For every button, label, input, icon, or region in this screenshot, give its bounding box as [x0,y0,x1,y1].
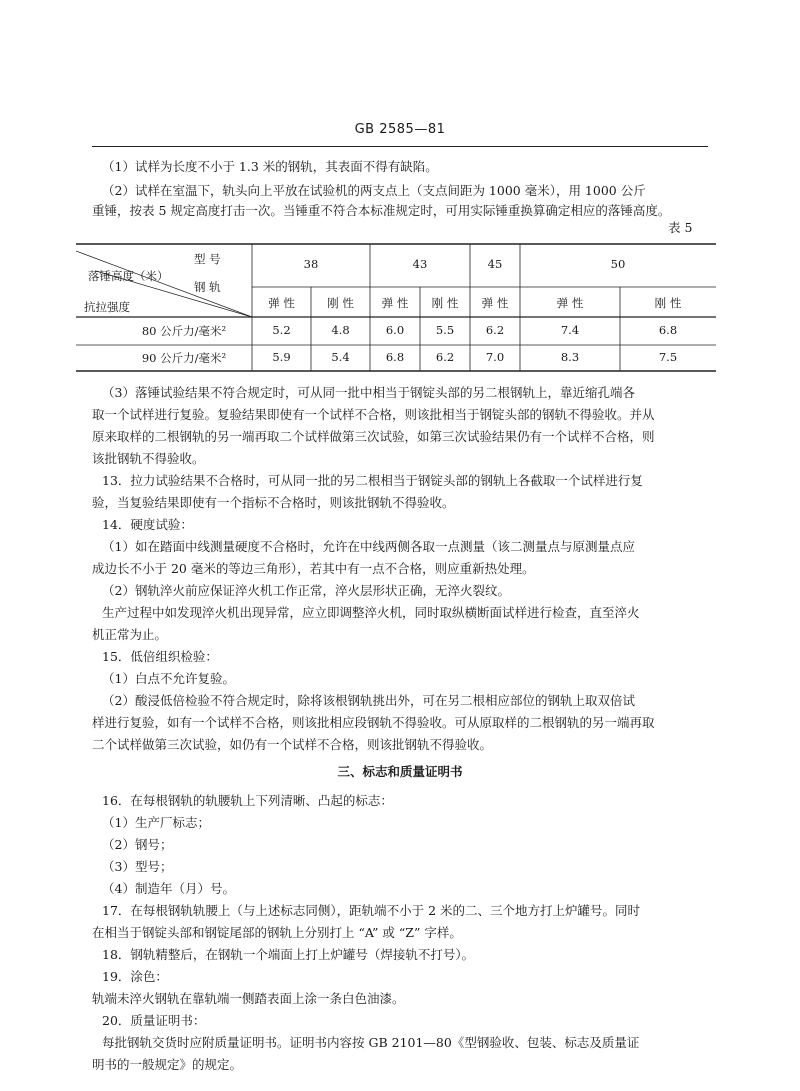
header-rule [92,146,708,147]
table-cell: 8.3 [560,350,580,364]
table-cell: 5.9 [272,350,291,364]
paragraph: 18．钢轨精整后，在钢轨一个端面上打上炉罐号（焊接轨不打号）。 [102,947,475,962]
paragraph: 验，当复验结果即使有一个指标不合格时，则该批钢轨不得验收。 [92,495,455,510]
paragraph: 16．在每根钢轨的轨腰轨上下列清晰、凸起的标志： [102,793,393,808]
table-diag-label-type: 型 号 [194,252,221,266]
table-diag-label-height: 落锤高度（米） [88,269,169,283]
paragraph: 20．质量证明书： [102,1013,206,1028]
paragraph: （1）生产厂标志； [102,815,210,830]
paragraph: 明书的一般规定》的规定。 [92,1057,243,1072]
paragraph: 样进行复验，如有一个试样不合格，则该批相应段钢轨不得验收。可从原取样的二根钢轨的另一端再取 [92,715,655,730]
paragraph: 二个试样做第三次试验，如仍有一个试样不合格，则该批钢轨不得验收。 [92,737,493,752]
table-cell: 5.5 [435,323,455,337]
paragraph: （3）落锤试验结果不符合规定时，可从同一批中相当于钢锭头部的另二根钢轨上，靠近缩孔端各 [102,385,635,400]
paragraph: 每批钢轨交货时应附质量证明书。证明书内容按 GB 2101—80《型钢验收、包装、标志及质量证 [102,1035,640,1050]
paragraph: 14．硬度试验： [102,517,193,532]
table-cell: 6.8 [385,350,405,364]
table-cell: 5.4 [331,350,350,364]
paragraph: 机正常为止。 [92,627,168,642]
table-subheader: 弹 性 [556,296,584,310]
table-cell: 5.2 [272,323,291,337]
paragraph: （2）钢轨淬火前应保证淬火机工作正常，淬火层形状正确，无淬火裂纹。 [102,583,510,598]
paragraph: 成边长不小于 20 毫米的等边三角形），若其中有一点不合格，则应重新热处理。 [92,561,535,576]
paragraph: （4）制造年（月）号。 [102,881,235,896]
table-label: 表 5 [668,220,693,235]
data-table [76,243,716,373]
table-diag-label-rail: 钢 轨 [194,280,221,294]
table-cell: 6.0 [385,323,405,337]
table-row-label: 90 公斤力/毫米² [141,351,227,365]
paragraph: （2）钢号； [102,837,173,852]
section-title: 三、标志和质量证明书 [337,764,463,779]
paragraph: 17．在每根钢轨轨腰上（与上述标志同侧），距轨端不小于 2 米的二、三个地方打上炉罐号。同时 [102,903,641,918]
paragraph: 轨端未淬火钢轨在靠轨端一侧踏表面上涂一条白色油漆。 [92,991,405,1006]
paragraph: （3）型号； [102,859,173,874]
document-header: GB 2585—81 [354,122,446,137]
table-cell: 6.8 [658,323,678,337]
paragraph: （1）如在踏面中线测量硬度不合格时，允许在中线两侧各取一点测量（该二测量点与原测量点应 [102,539,635,554]
paragraph: 重锤，按表 5 规定高度打击一次。当锤重不符合本标准规定时，可用实际锤重换算确定相应的落锤高度。 [92,203,671,218]
paragraph: 19．涂色： [102,969,168,984]
table-cell: 7.5 [658,350,678,364]
table-diag-label-strength: 抗拉强度 [84,300,130,314]
paragraph: 生产过程中如发现淬火机出现异常，应立即调整淬火机，同时取纵横断面试样进行检查，直至淬火 [102,605,640,620]
paragraph: 13．拉力试验结果不合格时，可从同一批的另二根相当于钢锭头部的钢轨上各截取一个试样进行复 [102,473,643,488]
table-subheader: 刚 性 [654,296,682,310]
table-cell: 4.8 [331,323,350,337]
paragraph: 原来取样的二根钢轨的另一端再取二个试样做第三次试验，如第三次试验结果仍有一个试样不合格，则 [92,429,655,444]
table-subheader: 弹 性 [268,296,295,310]
table-model-header: 43 [412,257,428,271]
paragraph: 15．低倍组织检验： [102,649,218,664]
paragraph: 在相当于钢锭头部和钢锭尾部的钢轨上分别打上 “A” 或 “Z” 字样。 [92,925,462,940]
table-cell: 7.4 [560,323,580,337]
table-cell: 6.2 [435,350,455,364]
paragraph: 该批钢轨不得验收。 [92,451,205,466]
table-cell: 6.2 [485,323,505,337]
table-row-label: 80 公斤力/毫米² [141,324,227,338]
table-model-header: 50 [610,257,626,271]
paragraph: （1）试样为长度不小于 1.3 米的钢轨，其表面不得有缺陷。 [102,159,438,174]
table-cell: 7.0 [485,350,505,364]
table-subheader: 刚 性 [431,296,459,310]
table-subheader: 刚 性 [327,296,354,310]
paragraph: 取一个试样进行复验。复验结果即使有一个试样不合格，则该批相当于钢锭头部的钢轨不得验收。并从 [92,407,655,422]
table-subheader: 弹 性 [481,296,509,310]
table-model-header: 45 [487,257,503,271]
paragraph: （1）白点不允许复验。 [102,671,235,686]
paragraph: （2）酸浸低倍检验不符合规定时，除将该根钢轨挑出外，可在另二根相应部位的钢轨上取双倍试 [102,693,635,708]
table-model-header: 38 [303,257,319,271]
table-subheader: 弹 性 [381,296,409,310]
paragraph: （2）试样在室温下，轨头向上平放在试验机的两支点上（支点间距为 1000 毫米），用 1000 公斤 [102,183,646,198]
